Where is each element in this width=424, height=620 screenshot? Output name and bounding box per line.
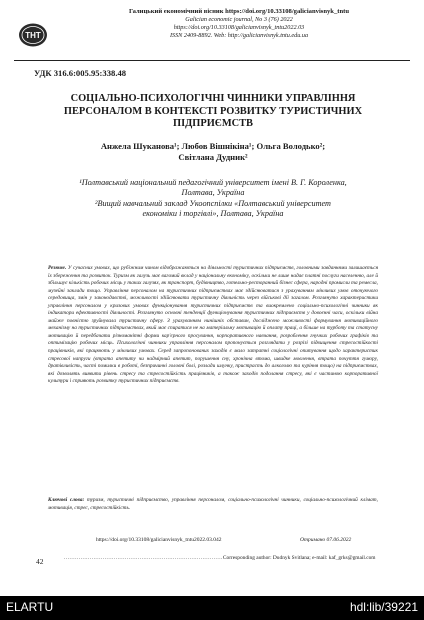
article-title: СОЦІАЛЬНО-ПСИХОЛОГІЧНІ ЧИННИКИ УПРАВЛІННЯ ПЕРСОНАЛОМ В КОНТЕКСТІ РОЗВИТКУ ТУРИСТИЧНИХ ПІДПРИЄМСТВ <box>63 93 363 129</box>
header-divider <box>14 60 410 61</box>
affiliation-2-line-2: економіки і торгівлі», Полтава, Україна <box>142 209 284 219</box>
corresponding-author-text: Corresponding author: Dudnyk Svitlana; e-mail: kaf_grks@gmail.com <box>222 555 376 561</box>
leader-dots: ...................................................................................... <box>64 555 223 561</box>
journal-title: Галицький економічний вісник https://doi.org/10.33108/galicianvisnyk_tntu <box>129 8 349 15</box>
journal-issue: Galician economic journal, No 3 (76) 2022 <box>185 16 293 24</box>
authors <box>40 141 386 163</box>
authors-line-2: Світлана Дудник² <box>178 152 248 162</box>
logo-text: ТНТ <box>25 31 41 40</box>
page-number: 42 <box>36 557 44 566</box>
handle-identifier: hdl:lib/39221 <box>349 600 418 614</box>
article-doi-link[interactable]: https://doi.org/10.33108/galicianvisnyk_tntu2022.03.042 <box>96 537 222 543</box>
udc-code: УДК 316.6:005.95:338.48 <box>34 68 127 78</box>
abstract <box>48 265 378 386</box>
journal-info <box>74 8 404 40</box>
keywords-text: туризм, туристичні підприємство, управління персоналом, соціально-психологічні чинники, соціально-психологічний клімат, мотивація, стрес, стресостійкість. <box>48 497 378 511</box>
repository-name: ELARTU <box>6 600 54 614</box>
corresponding-author <box>64 555 408 562</box>
journal-header <box>14 8 410 60</box>
abstract-label: Резюме. <box>48 265 67 271</box>
received-date: Отримано 07.06.2022 <box>300 537 352 543</box>
affiliation-1-line-2: Полтава, Україна <box>181 188 245 198</box>
repository-footer-bar <box>0 596 424 620</box>
journal-issn: ISSN 2409-8892. Web: http://galicianvisnyk.tntu.edu.ua <box>169 32 309 40</box>
affiliation-1-line-1: ¹Полтавський національний педагогічний університет імені В. Г. Короленка, <box>79 178 347 187</box>
affiliations <box>40 178 386 220</box>
authors-line-1: Анжела Шуканова¹; Любов Вішнікіна¹; Ольга Володько²; <box>100 141 326 151</box>
affiliation-2-line-1: ²Вищий навчальний заклад Укоопспілки «Полтавський університет <box>95 198 331 208</box>
abstract-text: У сучасних умовах, що рубіжним чином відображаються на діяльності туристичних підприємств, головними завданнями залишається їх збереження та розвиток. Туризм як галузь має вагомий вклад у національну економіку, оскільки не лише надає платні послуги населенню, але й збільшує кількість робочих місць у таких галузях, як транспорт, будівництво, готельно-ресторанний бізнес сфера, народні промисли та ремесла, музейні заклади тощо. Управління персоналом на туристичних підприємствах має здійснюватися з урахуванням мінливих умов оточуючого середовища, змін у законодавстві, можливості здійснювати туристичну діяльність через військові дії загалом. Розглянуто характеристики управління персоналом у кризових умовах функціонування туристичних підприємств та виокремлено соціально-психологічні чинники як індикатори ефективності діяльності. Розглянуто основні тенденції функціонування туристичних підприємств у довоєнні часи, оскільки війна майже повністю зруйнувала туристичну сферу. З урахуванням нинішніх обставин, досліджено можливості формування мотиваційного механізму на туристичних підприємствах, який має спиратися не на матеріальну мотивацію й оплату праці, а більше на турботу та статусну мотивацію й передбачати різноманітні форми кар'єрного просування, корпоративного навчання, розроблення гнучких робочих графіків та оптимізацію робочих місць. Психологічні чинники управління персоналом пропонується розглядати у розрізі підвищення стресостійкості працівників, які працюють у мінливих умовах. Серед запропонованих заходів є мало затратні соціологічні опитування щодо характеристик стресової напруги (втрата апетиту чи надмірний апетит, порушення сну, хронічна втома, швидке мовлення, втрата почуття гумору, дратівливість, часті помилки в роботі, безпричинні головні болі, розлади шлунку, пристрасть до алкоголю та куріння тощо) на підприємствах, які дозволять виявити рівень стресу та стресостійкість працівників, а також заходів подолання стресу, які є частиною корпоративної культури і сприяють розвитку туристичних підприємств. <box>48 265 379 385</box>
journal-doi: https://doi.org/10.33108/galicianvisnyk_tntu2022.03 <box>173 24 305 32</box>
keywords-label: Ключові слова: <box>48 497 85 503</box>
journal-logo-icon <box>18 22 48 48</box>
keywords <box>48 497 378 512</box>
